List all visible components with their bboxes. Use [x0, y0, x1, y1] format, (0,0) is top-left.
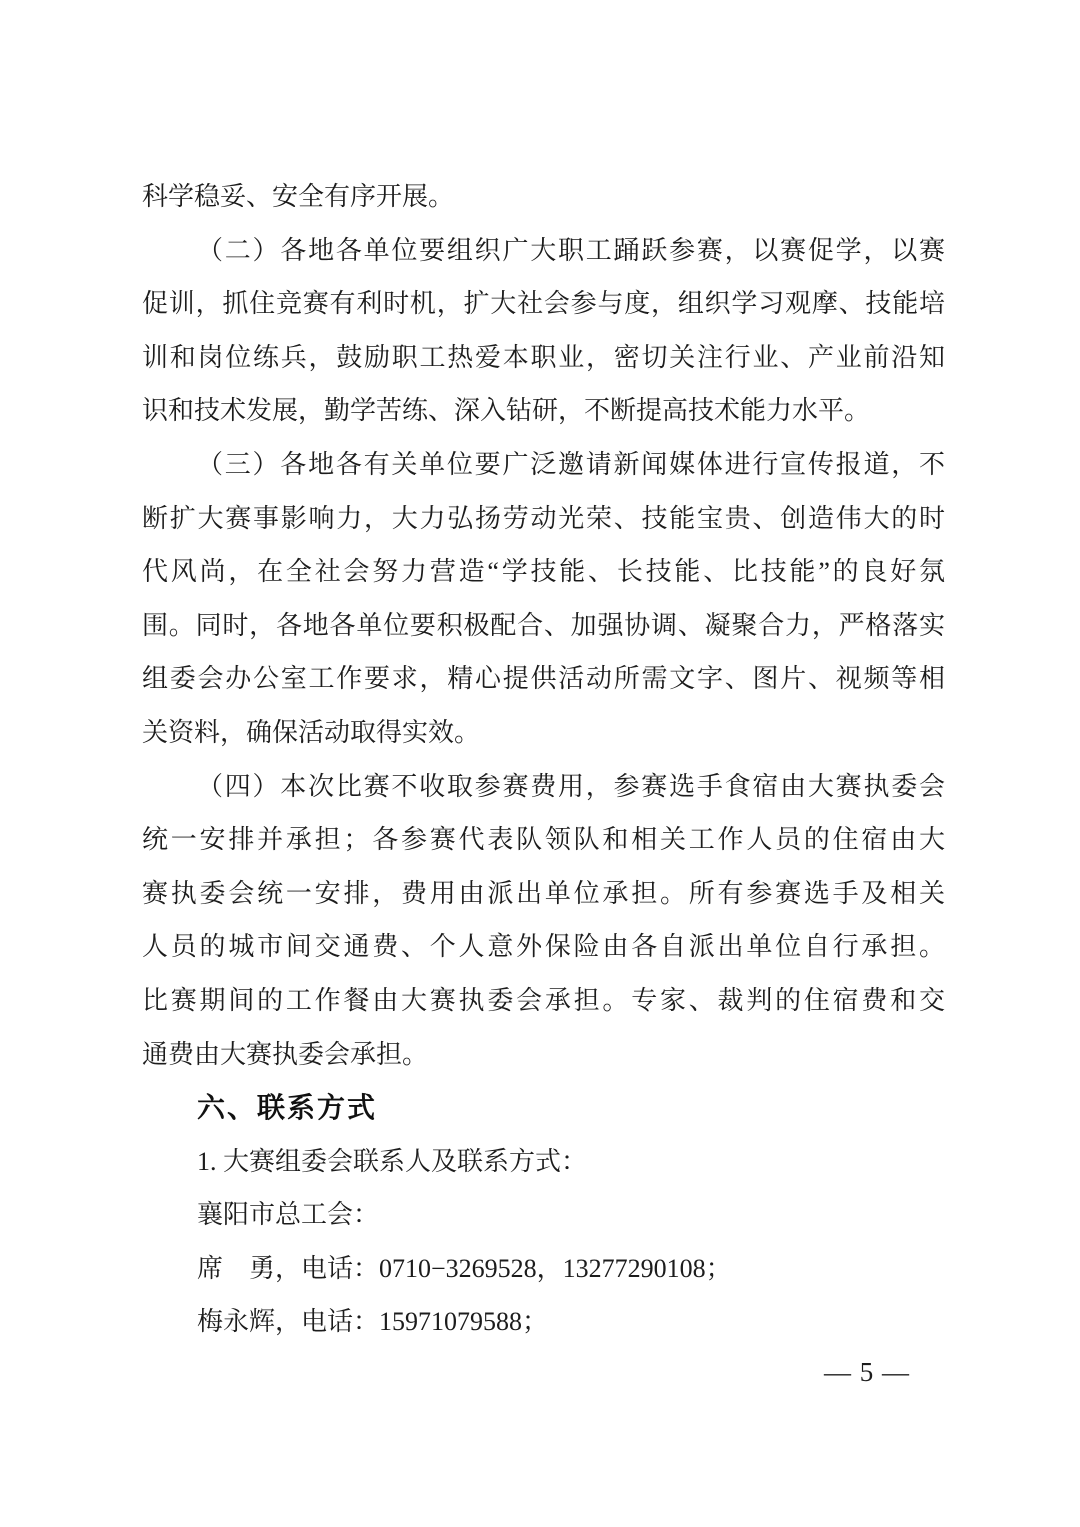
document-line: （二）各地各单位要组织广大职工踊跃参赛，以赛促学，以赛	[197, 235, 945, 265]
document-line: 梅永辉，电话：15971079588；	[197, 1307, 549, 1337]
document-line: 关资料，确保活动取得实效。	[142, 717, 481, 747]
document-line: 代风尚，在全社会努力营造“学技能、长技能、比技能”的良好氛	[142, 557, 945, 587]
document-line: 人员的城市间交通费、个人意外保险由各自派出单位自行承担。	[142, 932, 945, 962]
document-line: 赛执委会统一安排，费用由派出单位承担。所有参赛选手及相关	[142, 878, 945, 908]
document-line: 统一安排并承担；各参赛代表队领队和相关工作人员的住宿由大	[142, 825, 945, 855]
document-line: 科学稳妥、安全有序开展。	[142, 182, 455, 211]
document-line: 识和技术发展，勤学苦练、深入钻研，不断提高技术能力水平。	[142, 396, 871, 426]
document-line: （四）本次比赛不收取参赛费用，参赛选手食宿由大赛执委会	[197, 771, 945, 801]
document-line: 比赛期间的工作餐由大赛执委会承担。专家、裁判的住宿费和交	[142, 985, 945, 1015]
document-line: 席 勇，电话：0710−3269528，13277290108；	[197, 1253, 732, 1283]
document-line: （三）各地各有关单位要广泛邀请新闻媒体进行宣传报道，不	[197, 449, 945, 479]
page-number	[824, 1345, 910, 1399]
document-line: 围。同时，各地各单位要积极配合、加强协调、凝聚合力，严格落实	[142, 610, 945, 640]
document-line: 训和岗位练兵，鼓励职工热爱本职业，密切关注行业、产业前沿知	[142, 342, 945, 372]
page-number-text: — 5 —	[824, 1357, 910, 1387]
document-body	[142, 170, 945, 1349]
document-line: 通费由大赛执委会承担。	[142, 1039, 429, 1069]
document-line: 襄阳市总工会：	[197, 1200, 380, 1230]
document-line: 组委会办公室工作要求，精心提供活动所需文字、图片、视频等相	[142, 664, 945, 694]
document-line: 断扩大赛事影响力，大力弘扬劳动光荣、技能宝贵、创造伟大的时	[142, 503, 945, 533]
document-line: 促训，抓住竞赛有利时机，扩大社会参与度，组织学习观摩、技能培	[142, 289, 945, 319]
document-line: 1. 大赛组委会联系人及联系方式：	[197, 1146, 588, 1176]
section-heading: 六、联系方式	[197, 1092, 378, 1124]
